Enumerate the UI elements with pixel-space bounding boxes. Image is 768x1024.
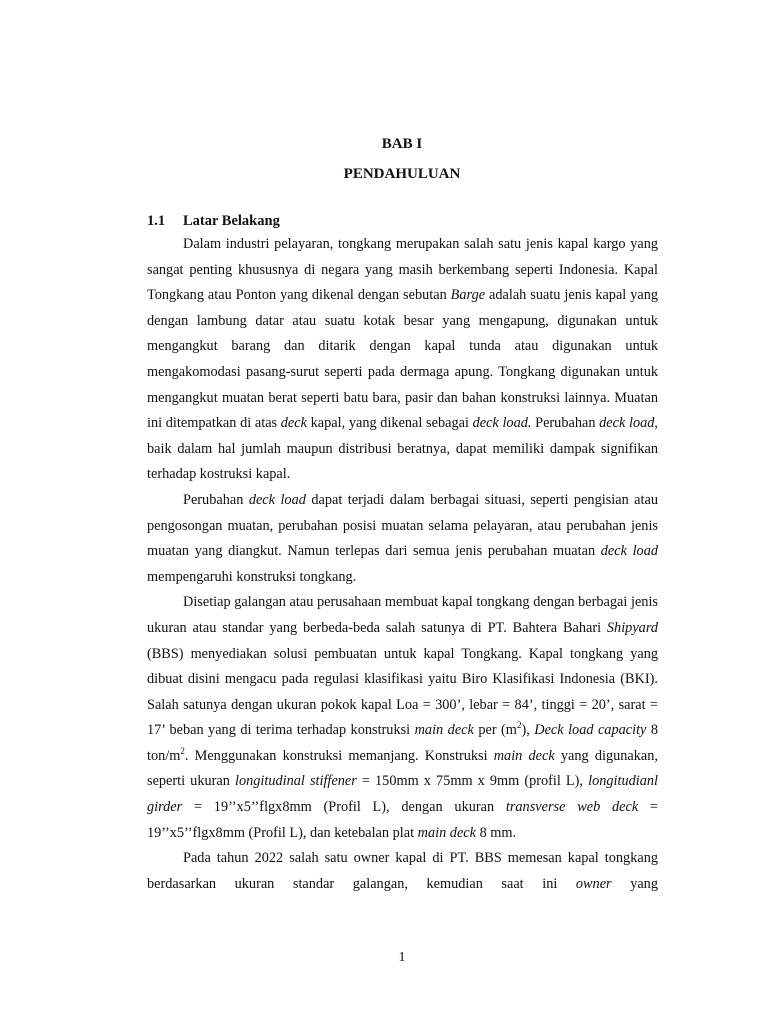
italic-term: deck load — [599, 415, 655, 432]
text-run: Pada tahun 2022 salah satu owner kapal di PT. BBS memesan kapal tongkang berdasarkan ukuran standar galangan, kemudian saat ini — [147, 850, 658, 892]
italic-term: longitudianl girder — [147, 773, 658, 816]
italic-term: transverse web deck — [505, 799, 639, 816]
paragraph-4 — [147, 846, 658, 897]
text-run: yang — [611, 875, 658, 892]
italic-term: Barge — [450, 287, 486, 304]
italic-term: main deck — [417, 824, 476, 841]
text-run: Perubahan — [183, 491, 249, 508]
text-run: Dalam industri pelayaran, tongkang merupakan salah satu jenis kapal kargo yang sangat penting khususnya di negara yang masih berkembang seperti Indonesia. Kapal Tongkang atau Ponton yang dikenal dengan sebutan — [147, 236, 658, 304]
text-run: = 150mm x 75mm x 9mm (profil L), — [356, 773, 589, 790]
italic-term: Shipyard — [606, 619, 658, 636]
chapter-title: PENDAHULUAN — [343, 166, 461, 182]
text-run: 8 ton/m — [147, 722, 659, 764]
italic-term: deck load — [600, 543, 658, 560]
text-run: adalah suatu jenis kapal yang dengan lambung datar atau suatu kotak besar yang mengapung, digunakan untuk mengangkut barang dan ditarik dengan kapal tunda atau digunakan untuk mengakomodasi pasang-surut seperti pada dermaga apung. Tongkang digunakan untuk mengangkut muatan berat seperti batu bara, pasir dan bahan konstruksi lainnya. Muatan ini ditempatkan di atas — [147, 287, 658, 432]
italic-term: Deck load capacity — [534, 722, 647, 739]
paragraph-3 — [147, 590, 658, 846]
italic-term: longitudinal stiffener — [234, 773, 357, 790]
superscript: 2 — [516, 720, 522, 731]
text-run: Perubahan — [531, 415, 600, 432]
section-title: Latar Belakang — [183, 213, 280, 229]
italic-term: main deck — [414, 722, 474, 739]
italic-term: deck load. — [472, 415, 532, 432]
text-run: dapat terjadi dalam berbagai situasi, seperti pengisian atau pengosongan muatan, perubahan posisi muatan selama pelayaran, atau perubahan jenis muatan yang diangkut. Namun terlepas dari semua jenis perubahan muatan — [147, 491, 658, 560]
section-number: 1.1 — [147, 213, 166, 229]
chapter-label: BAB I — [381, 136, 423, 152]
text-run: . Menggunakan konstruksi memanjang. Konstruksi — [184, 747, 494, 764]
text-run: per (m — [473, 722, 517, 739]
text-run: kapal, yang dikenal sebagai — [306, 415, 473, 432]
text-run: yang digunakan, seperti ukuran — [147, 747, 658, 790]
body-text — [147, 232, 658, 897]
italic-term: main deck — [493, 747, 555, 764]
superscript: 2 — [180, 746, 185, 757]
text-run: = 19’’x5’’flgx8mm (Profil L), dengan ukuran — [182, 799, 506, 816]
text-run: mempengaruhi konstruksi tongkang. — [147, 568, 357, 585]
text-run: (BBS) menyediakan solusi pembuatan untuk kapal Tongkang. Kapal tongkang yang dibuat disini mengacu pada regulasi klasifikasi yaitu Biro Klasifikasi Indonesia (BKI). Salah satunya dengan ukuran pokok kapal Loa = 300’, lebar = 84’, tinggi = 20’, sarat = 17’ beban yang di terima terhadap konstruksi — [147, 645, 658, 739]
italic-term: deck load — [248, 491, 306, 508]
paragraph-2 — [147, 488, 658, 590]
text-run: = 19’’x5’’flgx8mm (Profil L), dan ketebalan plat — [147, 799, 658, 841]
section-heading — [147, 213, 280, 230]
text-run: Disetiap galangan atau perusahaan membuat kapal tongkang dengan berbagai jenis ukuran atau standar yang berbeda-beda salah satunya di PT. Bahtera Bahari — [147, 594, 658, 636]
page-number: 1 — [398, 950, 406, 965]
text-run: 8 mm. — [476, 824, 517, 841]
text-run: , baik dalam hal jumlah maupun distribusi beratnya, dapat memiliki dampak signifikan terhadap kostruksi kapal. — [147, 415, 658, 483]
italic-term: deck — [280, 415, 307, 432]
italic-term: owner — [575, 875, 612, 892]
text-run: ), — [521, 722, 535, 739]
paragraph-1 — [147, 232, 658, 488]
